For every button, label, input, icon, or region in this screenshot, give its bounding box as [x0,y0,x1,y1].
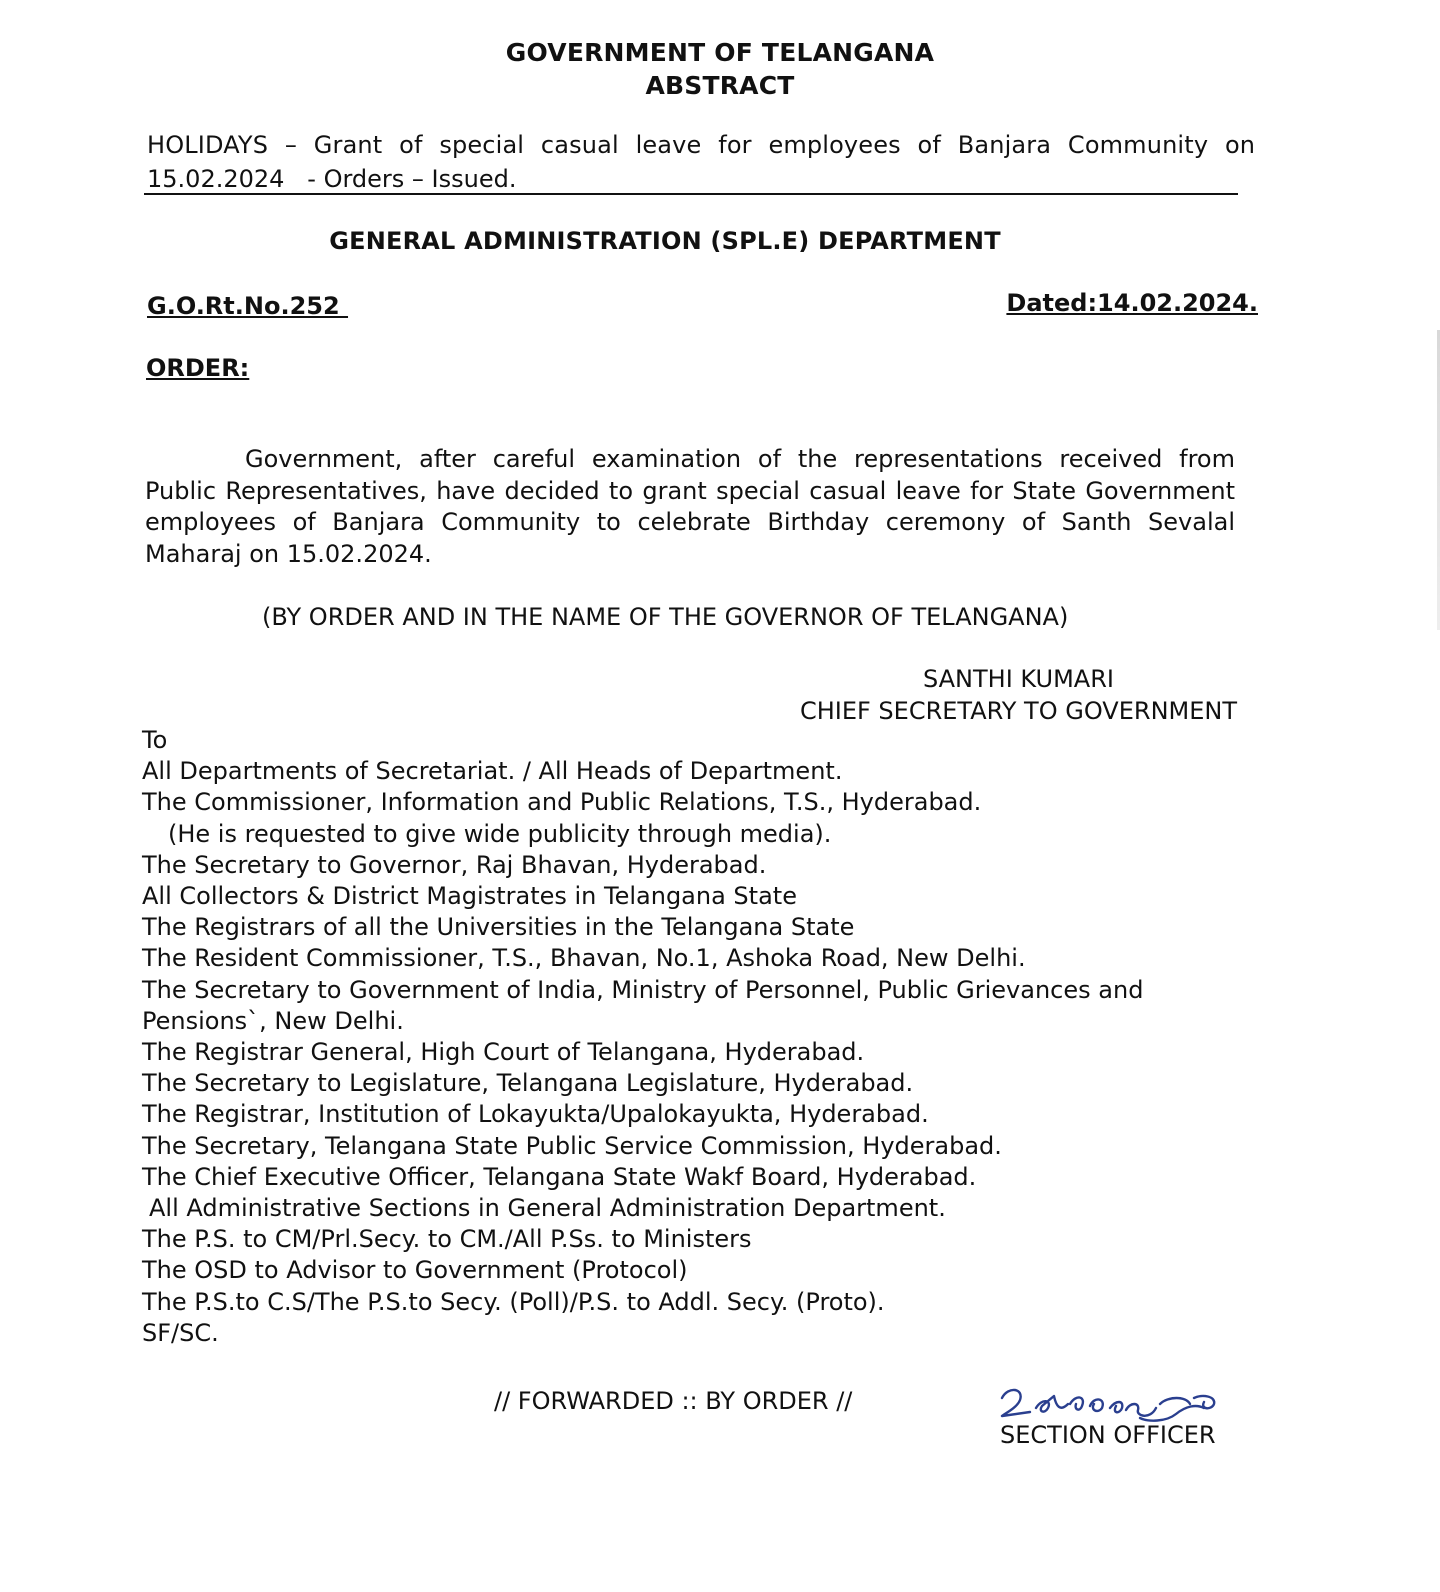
signatory-name: SANTHI KUMARI [922,665,1114,693]
recipient-line: The Resident Commissioner, T.S., Bhavan, No.1, Ashoka Road, New Delhi. [142,944,1026,973]
recipient-line: The Registrar, Institution of Lokayukta/Upalokayukta, Hyderabad. [142,1100,929,1129]
recipient-line: SF/SC. [142,1318,219,1347]
government-title: GOVERNMENT OF TELANGANA [505,38,935,67]
subject-text [147,128,1256,196]
recipient-line: The Chief Executive Officer, Telangana State Wakf Board, Hyderabad. [142,1162,977,1191]
recipient-line: The Secretary, Telangana State Public Service Commission, Hyderabad. [142,1131,1002,1160]
section-officer-label: SECTION OFFICER [1000,1421,1216,1449]
recipient-line: The Secretary to Legislature, Telangana Legislature, Hyderabad. [142,1069,914,1098]
recipient-line: (He is requested to give wide publicity through media). [168,819,832,848]
signatory-block [800,663,1237,727]
recipient-line: The P.S.to C.S/The P.S.to Secy. (Poll)/P.S. to Addl. Secy. (Proto). [142,1287,885,1316]
go-date: Dated:14.02.2024. [1006,289,1258,317]
recipient-line: The Secretary to Governor, Raj Bhavan, Hyderabad. [142,850,767,879]
signatory-designation: CHIEF SECRETARY TO GOVERNMENT [799,697,1237,725]
recipient-line: The OSD to Advisor to Government (Protocol) [142,1256,688,1285]
order-heading: ORDER: [146,354,250,382]
recipient-line: The Registrar General, High Court of Telangana, Hyderabad. [142,1038,865,1067]
document-header [0,36,1440,102]
recipient-line: All Administrative Sections in General Administration Department. [149,1194,946,1223]
forwarded-by-order: // FORWARDED :: BY ORDER // [494,1387,853,1415]
abstract-title: ABSTRACT [645,71,795,100]
recipient-line: Pensions`, New Delhi. [142,1006,404,1035]
recipient-line: The Commissioner, Information and Public Relations, T.S., Hyderabad. [142,788,982,817]
recipient-line: The Registrars of all the Universities in the Telangana State [142,913,855,942]
department-heading: GENERAL ADMINISTRATION (SPL.E) DEPARTMENT [329,227,1001,255]
order-body: Government, after careful examination of the representations received from Public Representatives, have decided to grant special casual leave for State Government employees of Banjara Community to celebrate Birthday ceremony of Santh Sevalal Maharaj on 15.02.2024. [145,445,1235,568]
recipient-line: All Departments of Secretariat. / All Heads of Department. [142,757,843,786]
subject-line-1: HOLIDAYS – Grant of special casual leave for employees of Banjara Community on [147,131,1256,159]
recipient-line: The Secretary to Government of India, Ministry of Personnel, Public Grievances and [142,975,1144,1004]
recipient-line: The P.S. to CM/Prl.Secy. to CM./All P.Ss. to Ministers [142,1225,752,1254]
recipients-list [142,725,1142,1349]
subject-line-2: 15.02.2024 - Orders – Issued. [147,165,517,193]
recipient-line: All Collectors & District Magistrates in Telangana State [142,882,797,911]
by-order-line: (BY ORDER AND IN THE NAME OF THE GOVERNOR OF TELANGANA) [262,603,1069,631]
go-number: G.O.Rt.No.252 [147,292,349,320]
recipients-to: To [142,726,168,754]
subject-divider [144,193,1238,195]
